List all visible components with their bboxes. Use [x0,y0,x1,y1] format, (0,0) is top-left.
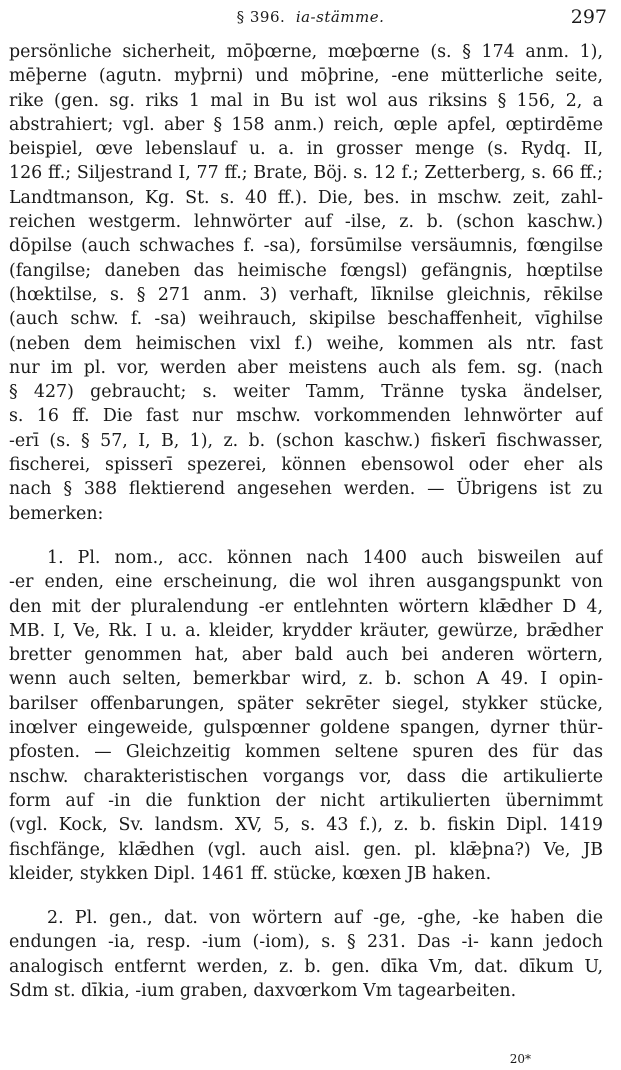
text-line: inœlver eingeweide, gulspœnner goldene spangen, dyrner thür- [9,718,603,739]
paragraph-gap [9,526,603,546]
paragraph-gap [9,886,603,906]
text-line: reichen westgerm. lehnwörter auf -ilse, z. b. (schon kaschw.) [9,212,603,233]
text-line: 2. Pl. gen., dat. von wörtern auf -ge, -ghe, -ke haben die [47,908,603,929]
text-line: Landtmanson, Kg. St. s. 40 ff.). Die, bes. in mschw. zeit, zahl- [9,187,603,208]
text-line: rike (gen. sg. riks 1 mal in Bu ist wol aus riksins § 156, 2, a [9,90,603,111]
text-line: (fangilse; daneben das heimische fœngsl) gefängnis, hœptilse [9,260,603,281]
text-line: (neben dem heimischen vixl f.) weihe, kommen als ntr. fast [9,333,603,354]
paragraph-3 [9,906,603,1003]
text-line: endungen -ia, resp. -ium (-iom), s. § 231. Das -i- kann jedoch [9,932,603,953]
text-line: persönliche sicherheit, mōþœrne, mœþœrne (s. § 174 anm. 1), [9,42,603,62]
text-line: (hœktilse, s. § 271 anm. 3) verhaft, līknilse gleichnis, rēkilse [9,284,603,305]
text-line: -er enden, eine erscheinung, die wol ihren ausgangspunkt von [9,572,603,593]
text-line: MB. I, Ve, Rk. I u. a. kleider, krydder kräuter, gewürze, brǣdher [9,620,603,641]
text-line: wenn auch selten, bemerkbar wird, z. b. schon A 49. I opin- [9,669,603,690]
text-line: bretter genommen hat, aber bald auch bei anderen wörtern, [9,645,603,666]
signature-mark: 20* [509,1052,531,1066]
text-line: den mit der pluralendung -er entlehnten wörtern klǣdher D 4, [9,596,603,617]
text-line: analogisch entfernt werden, z. b. gen. dīka Vm, dat. dīkum U, [9,956,603,977]
text-line: Sdm st. dīkia, -ium graben, daxvœrkom Vm tagearbeiten. [9,980,517,1001]
paragraph-2 [9,546,603,886]
page-number: 297 [570,6,607,28]
text-line: dōpilse (auch schwaches f. -sa), forsūmilse versäumnis, fœngilse [9,236,603,257]
text-line: form auf -in die funktion der nicht artikulierten übernimmt [9,790,603,811]
text-line: 126 ff.; Siljestrand I, 77 ff.; Brate, Böj. s. 12 f.; Zetterberg, s. 66 ff.; [9,163,603,184]
text-line: nschw. charakteristischen vorgangs vor, dass die artikulierte [9,766,603,787]
text-line: barilser offenbarungen, später sekrēter siegel, stykker stücke, [9,693,603,714]
text-line: pfosten. — Gleichzeitig kommen seltene spuren des für das [9,742,603,763]
header-section: § 396. [236,8,286,26]
text-line: nur im pl. vor, werden aber meistens auch als fem. sg. (nach [9,357,603,378]
text-line: § 427) gebraucht; s. weiter Tamm, Tränne tyska ändelser, [9,382,603,403]
body-text [9,40,603,1003]
text-line: -erī (s. § 57, I, B, 1), z. b. (schon kaschw.) fiskerī fischwasser, [9,430,603,451]
running-header [0,6,621,30]
text-line: nach § 388 flektierend angesehen werden. — Übrigens ist zu [9,479,603,500]
text-line: (vgl. Kock, Sv. landsm. XV, 5, s. 43 f.), z. b. fiskin Dipl. 1419 [9,815,603,836]
text-line: abstrahiert; vgl. aber § 158 anm.) reich, œple apfel, œptirdēme [9,114,603,135]
text-line: fischfänge, klǣdhen (vgl. auch aisl. gen. pl. klǣþna?) Ve, JB [9,839,603,860]
text-line: beispiel, œve lebenslauf u. a. in grosser menge (s. Rydq. II, [9,139,603,160]
text-line: 1. Pl. nom., acc. können nach 1400 auch bisweilen auf [47,547,603,568]
text-line: bemerken: [9,503,104,524]
text-line: (auch schw. f. -sa) weihrauch, skipilse beschaffenheit, vīghilse [9,309,603,330]
text-line: kleider, stykken Dipl. 1461 ff. stücke, kœxen JB haken. [9,863,492,884]
text-line: s. 16 ff. Die fast nur mschw. vorkommenden lehnwörter auf [9,406,603,427]
header-title [0,8,621,26]
text-line: fischerei, spisserī spezerei, können ebensowol oder eher als [9,455,603,476]
header-topic: ia-stämme. [295,8,385,26]
paragraph-1 [9,40,603,526]
text-line: mēþerne (agutn. myþrni) und mōþrine, -ene mütterliche seite, [9,66,603,87]
